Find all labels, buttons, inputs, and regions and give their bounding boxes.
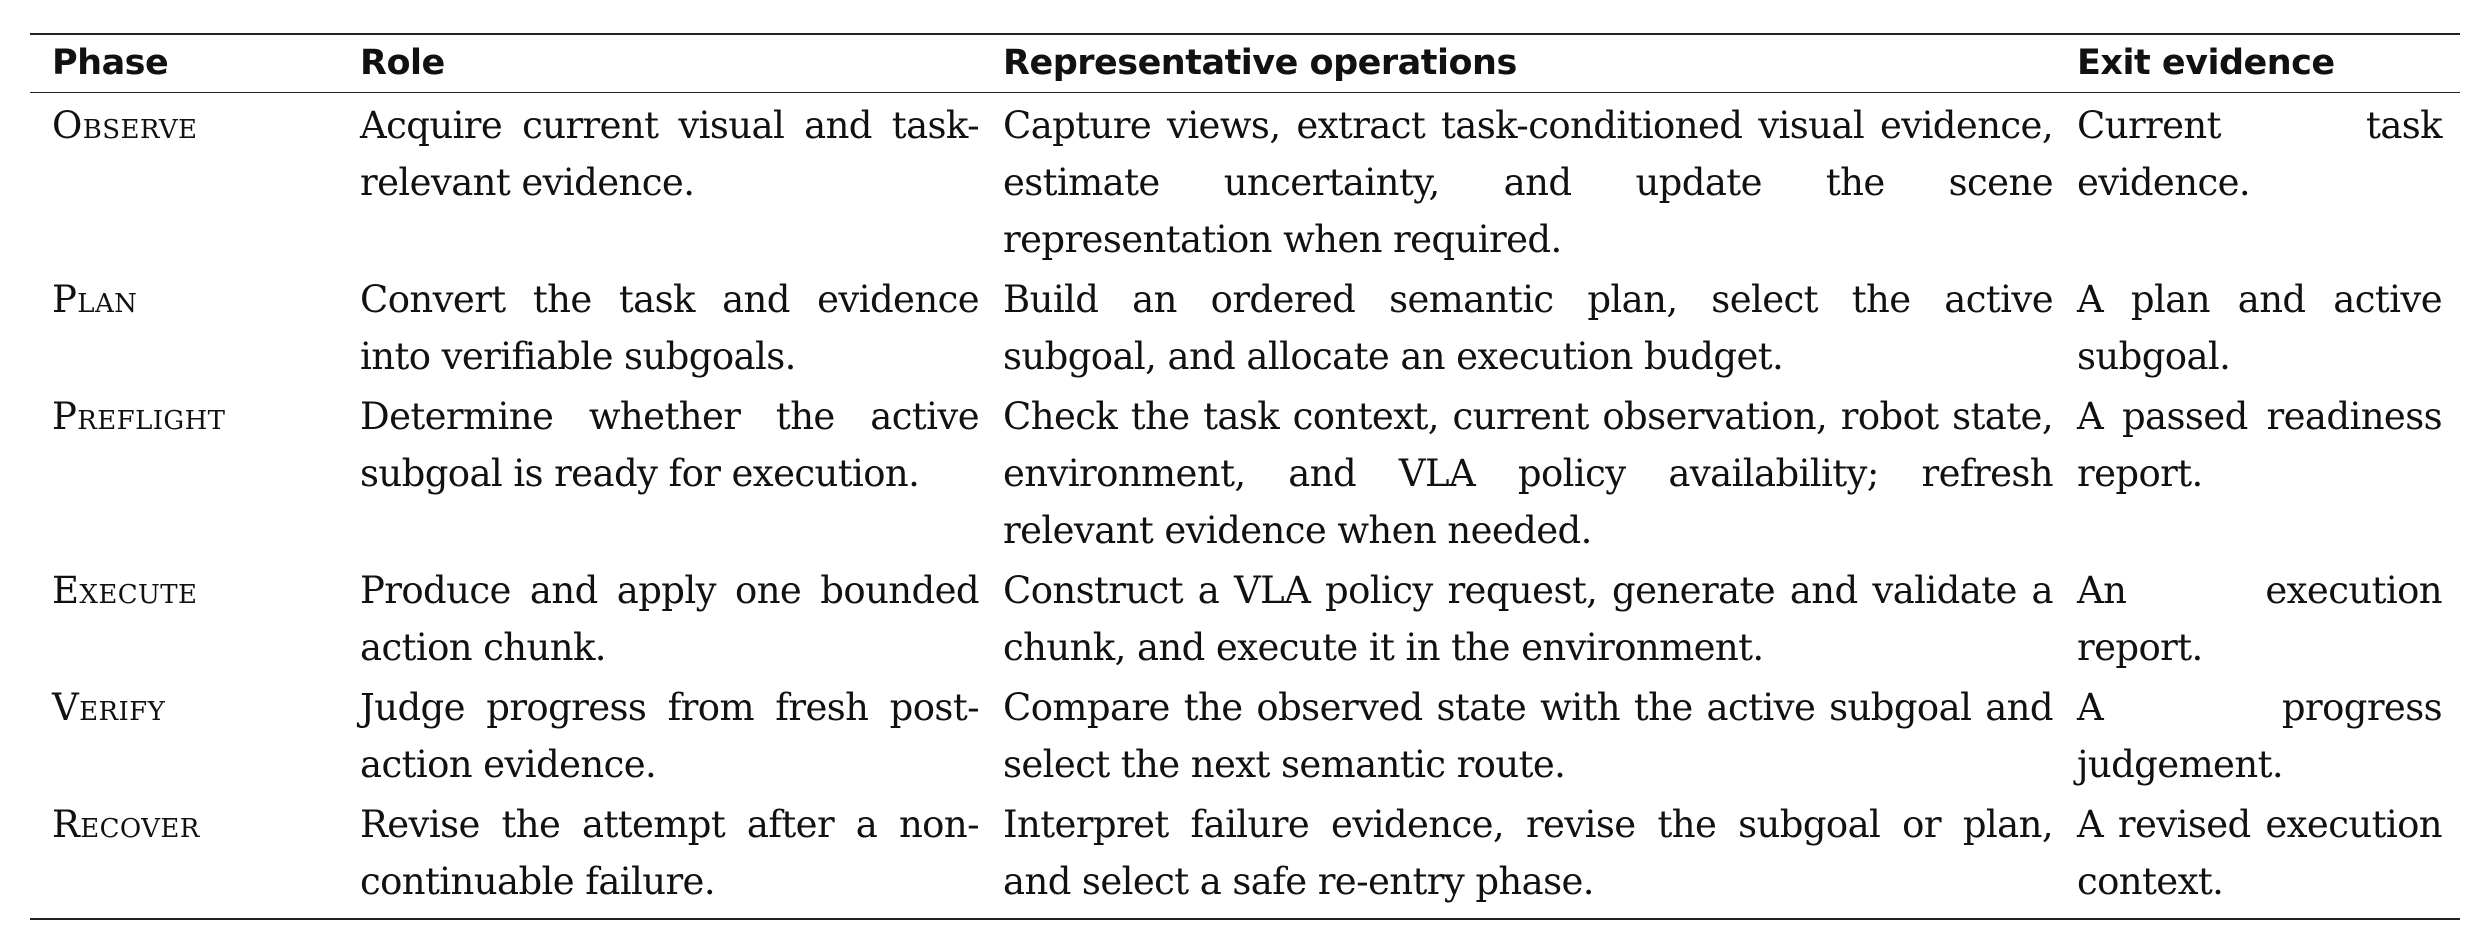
header-role: Role: [360, 43, 445, 83]
role-cell: Revise the attempt after a non-continuable failure.: [360, 803, 979, 903]
operations-cell: Check the task context, current observation, robot state, environment, and VLA policy availability; refresh relevant evidence when needed.: [1003, 395, 2053, 552]
exit-evidence-cell: A revised execution context.: [2077, 803, 2442, 903]
operations-cell: Interpret failure evidence, revise the subgoal or plan, and select a safe re-entry phase.: [1003, 803, 2053, 903]
exit-evidence-cell: A plan and active subgoal.: [2077, 278, 2442, 378]
role-cell: Judge progress from fresh post-action evidence.: [360, 686, 979, 786]
table-row: [30, 271, 2460, 388]
table-row: [30, 93, 2460, 272]
operations-cell: Compare the observed state with the active subgoal and select the next semantic route.: [1003, 686, 2053, 786]
phase-table-container: [30, 33, 2460, 920]
phase-cell: Recover: [52, 803, 200, 846]
role-cell: Acquire current visual and task-relevant evidence.: [360, 104, 979, 204]
phase-table: [30, 33, 2460, 920]
table-body: [30, 93, 2460, 920]
operations-cell: Build an ordered semantic plan, select the active subgoal, and allocate an execution budget.: [1003, 278, 2053, 378]
table-row: [30, 796, 2460, 919]
header-phase: Phase: [52, 43, 169, 83]
operations-cell: Capture views, extract task-conditioned visual evidence, estimate uncertainty, and update the scene representation when required.: [1003, 104, 2053, 261]
phase-cell: Plan: [52, 278, 138, 321]
exit-evidence-cell: A progress judgement.: [2077, 686, 2442, 786]
operations-cell: Construct a VLA policy request, generate and validate a chunk, and execute it in the environment.: [1003, 569, 2053, 669]
phase-cell: Verify: [52, 686, 166, 729]
table-row: [30, 562, 2460, 679]
phase-cell: Observe: [52, 104, 198, 147]
table-row: [30, 388, 2460, 562]
header-row: [30, 34, 2460, 93]
exit-evidence-cell: An execution report.: [2077, 569, 2442, 669]
header-operations: Representative operations: [1003, 43, 1517, 83]
phase-cell: Execute: [52, 569, 198, 612]
table-row: [30, 679, 2460, 796]
exit-evidence-cell: Current task evidence.: [2077, 104, 2442, 204]
table-header: [30, 34, 2460, 93]
header-exit-evidence: Exit evidence: [2077, 43, 2335, 83]
phase-cell: Preflight: [52, 395, 226, 438]
role-cell: Produce and apply one bounded action chunk.: [360, 569, 979, 669]
role-cell: Convert the task and evidence into verifiable subgoals.: [360, 278, 979, 378]
exit-evidence-cell: A passed readiness report.: [2077, 395, 2442, 495]
role-cell: Determine whether the active subgoal is ready for execution.: [360, 395, 979, 495]
